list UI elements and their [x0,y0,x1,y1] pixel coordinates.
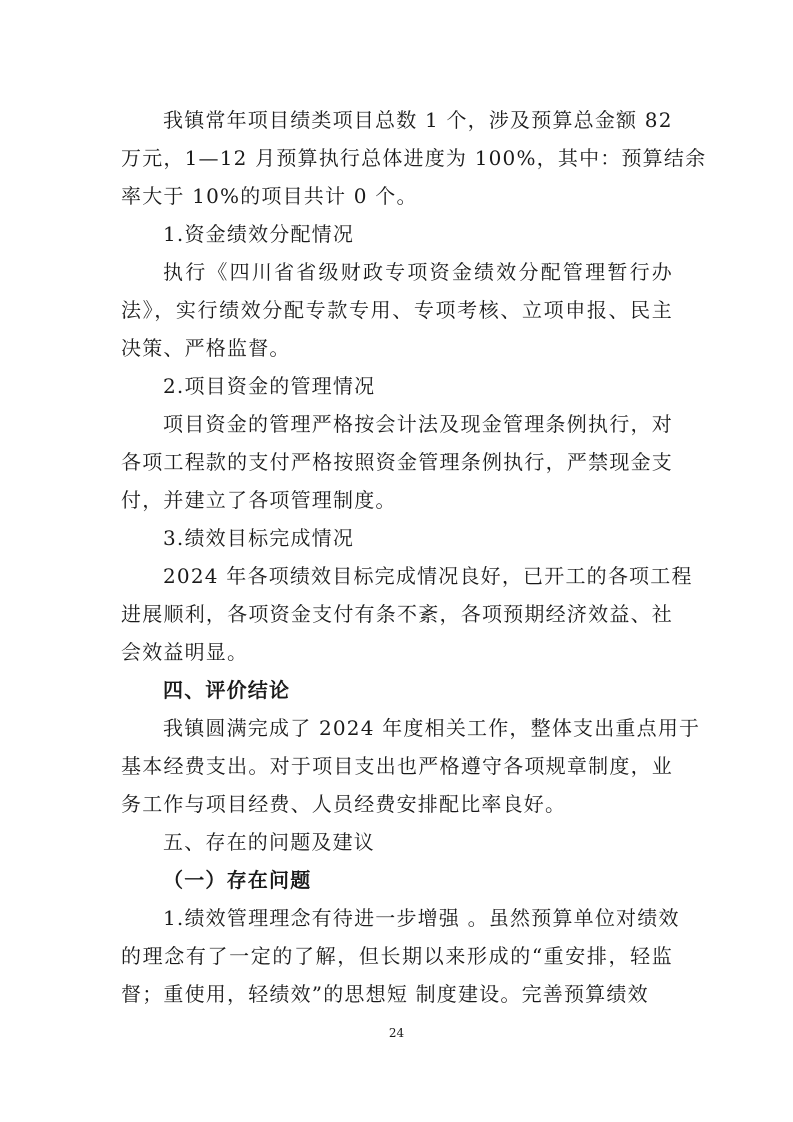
subsection-heading-1: （一）存在问题 [163,868,312,892]
section-heading-3: 3.绩效目标完成情况 [163,526,355,550]
body-line-10: 各项工程款的支付严格按照资金管理条例执行，严禁现金支 [121,450,673,474]
body-line-5: 执行《四川省省级财政专项资金绩效分配管理暂行办 [163,260,673,284]
body-line-24: 督；重使用，轻绩效”的思想短 制度建设。完善预算绩效 [121,982,649,1006]
section-heading-2: 2.项目资金的管理情况 [163,374,376,398]
body-line-15: 会效益明显。 [121,640,249,664]
body-line-14: 进展顺利，各项资金支付有条不紊，各项预期经济效益、社 [121,602,673,626]
body-line-13: 2024 年各项绩效目标完成情况良好，已开工的各项工程 [163,564,693,588]
body-line-17: 我镇圆满完成了 2024 年度相关工作，整体支出重点用于 [163,716,701,740]
body-line-3: 率大于 10%的项目共计 0 个。 [121,184,418,208]
body-line-11: 付，并建立了各项管理制度。 [121,488,397,512]
body-line-18: 基本经费支出。对于项目支出也严格遵守各项规章制度，业 [121,754,673,778]
chapter-heading-4: 四、评价结论 [163,678,291,702]
body-line-7: 决策、严格监督。 [121,336,291,360]
body-line-9: 项目资金的管理严格按会计法及现金管理条例执行，对 [163,412,673,436]
body-line-23: 的理念有了一定的了解，但长期以来形成的“重安排，轻监 [121,944,673,968]
page-number: 24 [388,1026,405,1040]
body-line-2: 万元，1—12 月预算执行总体进度为 100%，其中：预算结余 [121,146,707,170]
body-line-1: 我镇常年项目绩类项目总数 1 个，涉及预算总金额 82 [163,108,673,132]
body-line-22: 1.绩效管理理念有待进一步增强 。虽然预算单位对绩效 [163,906,680,930]
body-line-19: 务工作与项目经费、人员经费安排配比率良好。 [121,792,567,816]
section-heading-1: 1.资金绩效分配情况 [163,222,355,246]
chapter-heading-5: 五、存在的问题及建议 [163,830,375,854]
body-line-6: 法》，实行绩效分配专款专用、专项考核、立项申报、民主 [121,298,673,322]
